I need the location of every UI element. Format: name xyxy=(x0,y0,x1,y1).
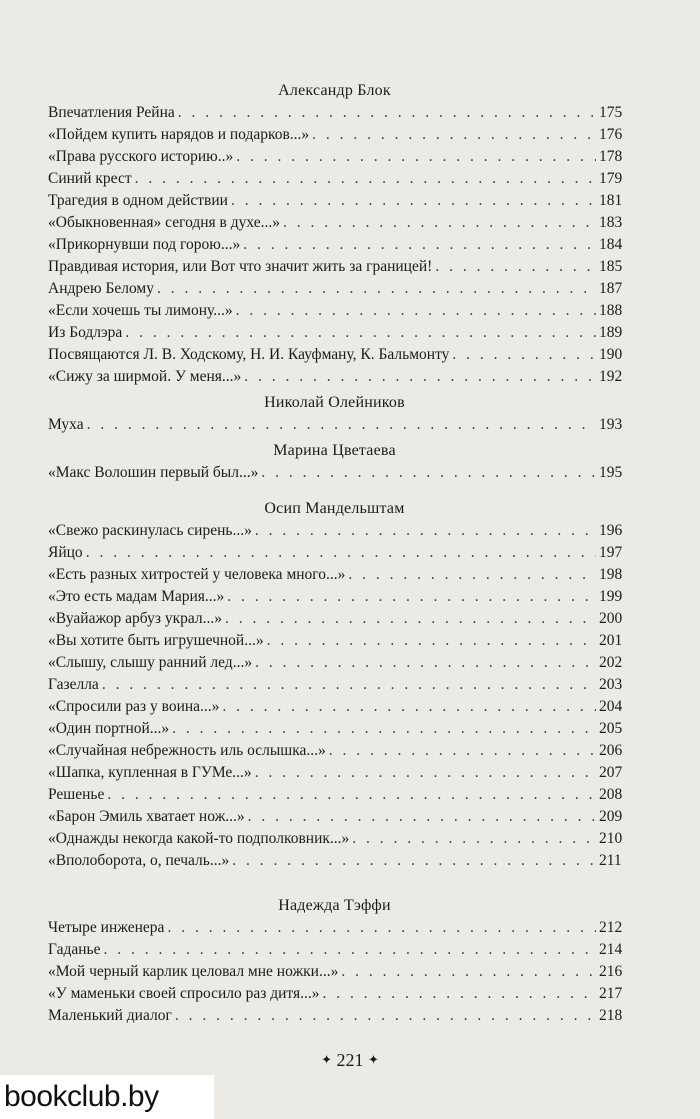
entry-page-number: 175 xyxy=(599,104,623,121)
section-author-heading: Николай Олейников xyxy=(264,394,405,411)
entry-page-number: 206 xyxy=(599,742,623,759)
entry-page-number: 187 xyxy=(599,280,623,297)
entry-title: «Мой черный карлик целовал мне ножки...» xyxy=(48,963,339,980)
entry-page-number: 211 xyxy=(599,852,622,869)
dot-leader xyxy=(135,168,596,190)
toc-section xyxy=(48,498,621,872)
toc-entry xyxy=(48,414,621,436)
toc-entry xyxy=(48,939,621,961)
entry-title: Андрею Белому xyxy=(48,280,154,297)
entry-page-number: 179 xyxy=(599,170,623,187)
entry-page-number: 185 xyxy=(599,258,623,275)
entry-title: «Макс Волошин первый был...» xyxy=(48,464,259,481)
entry-page-number: 205 xyxy=(599,720,623,737)
entry-page-number: 193 xyxy=(599,416,623,433)
dot-leader xyxy=(352,828,596,850)
dot-leader xyxy=(261,462,596,484)
entry-page-number: 209 xyxy=(599,808,623,825)
entry-title: «Вы хотите быть игрушечной...» xyxy=(48,632,264,649)
ornament-left-icon: ✦ xyxy=(321,1052,332,1067)
toc-entry xyxy=(48,366,621,388)
entry-title: Муха xyxy=(48,416,84,433)
entry-page-number: 197 xyxy=(599,544,623,561)
entry-page-number: 199 xyxy=(599,588,623,605)
entry-page-number: 207 xyxy=(599,764,623,781)
dot-leader xyxy=(323,983,597,1005)
entry-page-number: 203 xyxy=(599,676,623,693)
toc-entry xyxy=(48,564,621,586)
dot-leader xyxy=(227,586,596,608)
dot-leader xyxy=(312,124,596,146)
entry-title: «Сижу за ширмой. У меня...» xyxy=(48,368,242,385)
entry-page-number: 195 xyxy=(599,464,623,481)
entry-title: «Если хочешь ты лимону...» xyxy=(48,302,233,319)
section-author-heading: Александр Блок xyxy=(278,82,391,99)
dot-leader xyxy=(236,300,596,322)
dot-leader xyxy=(248,806,596,828)
toc-entry xyxy=(48,168,621,190)
entry-page-number: 210 xyxy=(599,830,623,847)
toc-entry xyxy=(48,828,621,850)
dot-leader xyxy=(178,102,596,124)
section-author-heading: Надежда Тэффи xyxy=(278,897,391,914)
entry-title: Впечатления Рейна xyxy=(48,104,175,121)
entry-title: «Случайная небрежность иль ослышка...» xyxy=(48,742,326,759)
dot-leader xyxy=(157,278,596,300)
dot-leader xyxy=(231,190,596,212)
entry-title: Из Бодлэра xyxy=(48,324,123,341)
toc-entry xyxy=(48,212,621,234)
entry-title: «Слышу, слышу ранний лед...» xyxy=(48,654,253,671)
toc-entry xyxy=(48,784,621,806)
entry-page-number: 189 xyxy=(599,324,623,341)
dot-leader xyxy=(107,784,596,806)
entry-page-number: 184 xyxy=(599,236,623,253)
dot-leader xyxy=(255,520,596,542)
dot-leader xyxy=(255,762,596,784)
entry-title: «Пойдем купить нарядов и подарков...» xyxy=(48,126,310,143)
entry-page-number: 181 xyxy=(599,192,623,209)
dot-leader xyxy=(102,674,596,696)
entry-page-number: 200 xyxy=(599,610,623,627)
entry-page-number: 178 xyxy=(599,148,623,165)
dot-leader xyxy=(225,608,596,630)
dot-leader xyxy=(167,917,596,939)
dot-leader xyxy=(348,564,596,586)
toc-entry xyxy=(48,1005,621,1027)
entry-title: «Свежо раскинулась сирень...» xyxy=(48,522,252,539)
entry-title: Правдивая история, или Вот что значит жить за границей! xyxy=(48,258,433,275)
toc-entry xyxy=(48,256,621,278)
dot-leader xyxy=(87,414,596,436)
entry-title: «Права русского историю..» xyxy=(48,148,234,165)
section-author-heading: Марина Цветаева xyxy=(273,442,396,459)
toc-entry xyxy=(48,344,621,366)
entry-title: «Вполоборота, о, печаль...» xyxy=(48,852,230,869)
toc-entry xyxy=(48,917,621,939)
toc-entry xyxy=(48,806,621,828)
entry-title: «У маменьки своей спросило раз дитя...» xyxy=(48,985,320,1002)
toc-entry xyxy=(48,300,621,322)
entry-title: «Прикорнувши под горою...» xyxy=(48,236,241,253)
entry-page-number: 188 xyxy=(599,302,623,319)
toc-entry xyxy=(48,718,621,740)
toc-entry xyxy=(48,322,621,344)
entry-title: «Однажды некогда какой-то подполковник...» xyxy=(48,830,350,847)
entry-title: Четыре инженера xyxy=(48,919,165,936)
entry-page-number: 198 xyxy=(599,566,623,583)
entry-title: «Барон Эмиль хватает нож...» xyxy=(48,808,245,825)
toc-entry xyxy=(48,850,621,872)
toc-entry xyxy=(48,586,621,608)
entry-title: Яйцо xyxy=(48,544,83,561)
toc-entry xyxy=(48,278,621,300)
toc-section xyxy=(48,895,621,1027)
toc-entry xyxy=(48,961,621,983)
entry-page-number: 218 xyxy=(599,1007,623,1024)
entry-title: «Это есть мадам Мария...» xyxy=(48,588,225,605)
dot-leader xyxy=(243,234,596,256)
toc-entry xyxy=(48,190,621,212)
toc-entry xyxy=(48,630,621,652)
entry-page-number: 176 xyxy=(599,126,623,143)
toc-entry xyxy=(48,542,621,564)
dot-leader xyxy=(232,850,596,872)
entry-page-number: 196 xyxy=(599,522,623,539)
entry-title: «Спросили раз у воина...» xyxy=(48,698,220,715)
dot-leader xyxy=(341,961,596,983)
entry-title: Синий крест xyxy=(48,170,132,187)
dot-leader xyxy=(452,344,596,366)
dot-leader xyxy=(255,652,596,674)
entry-page-number: 202 xyxy=(599,654,623,671)
dot-leader xyxy=(283,212,596,234)
entry-title: Газелла xyxy=(48,676,99,693)
toc-entry xyxy=(48,674,621,696)
entry-page-number: 192 xyxy=(599,368,623,385)
dot-leader xyxy=(103,939,596,961)
toc-entry xyxy=(48,102,621,124)
toc-entry xyxy=(48,520,621,542)
entry-page-number: 183 xyxy=(599,214,623,231)
dot-leader xyxy=(267,630,596,652)
dot-leader xyxy=(175,1005,596,1027)
entry-title: «Вуайажор арбуз украл...» xyxy=(48,610,223,627)
entry-title: «Есть разных хитростей у человека много...» xyxy=(48,566,346,583)
dot-leader xyxy=(329,740,596,762)
entry-title: Гаданье xyxy=(48,941,101,958)
entry-title: «Шапка, купленная в ГУМе...» xyxy=(48,764,252,781)
entry-page-number: 204 xyxy=(599,698,623,715)
toc-entry xyxy=(48,652,621,674)
entry-page-number: 216 xyxy=(599,963,623,980)
dot-leader xyxy=(244,366,596,388)
toc-entry xyxy=(48,983,621,1005)
toc-entry xyxy=(48,124,621,146)
watermark-label: bookclub.by xyxy=(0,1075,214,1119)
section-author-heading: Осип Мандельштам xyxy=(264,500,405,517)
entry-page-number: 201 xyxy=(599,632,623,649)
dot-leader xyxy=(172,718,596,740)
toc-entry xyxy=(48,740,621,762)
entry-page-number: 214 xyxy=(599,941,623,958)
toc-entry xyxy=(48,608,621,630)
entry-title: Посвящаются Л. В. Ходскому, Н. И. Кауфману, К. Бальмонту xyxy=(48,346,450,363)
entry-page-number: 212 xyxy=(599,919,623,936)
entry-page-number: 217 xyxy=(599,985,623,1002)
dot-leader xyxy=(222,696,596,718)
entry-title: Решенье xyxy=(48,786,105,803)
toc-section xyxy=(48,392,621,436)
dot-leader xyxy=(236,146,596,168)
toc-entry xyxy=(48,762,621,784)
dot-leader xyxy=(86,542,596,564)
ornament-right-icon: ✦ xyxy=(368,1052,379,1067)
toc-section xyxy=(48,80,621,388)
entry-title: «Обыкновенная» сегодня в духе...» xyxy=(48,214,281,231)
folio-number: 221 xyxy=(336,1050,364,1070)
toc-entry xyxy=(48,462,621,484)
page-number-footer xyxy=(0,1048,700,1072)
toc-entry xyxy=(48,696,621,718)
entry-page-number: 190 xyxy=(599,346,623,363)
dot-leader xyxy=(435,256,596,278)
entry-title: Маленький диалог xyxy=(48,1007,172,1024)
entry-title: Трагедия в одном действии xyxy=(48,192,228,209)
dot-leader xyxy=(125,322,596,344)
entry-title: «Один портной...» xyxy=(48,720,170,737)
toc-entry xyxy=(48,146,621,168)
toc-entry xyxy=(48,234,621,256)
toc-section xyxy=(48,440,621,484)
entry-page-number: 208 xyxy=(599,786,623,803)
